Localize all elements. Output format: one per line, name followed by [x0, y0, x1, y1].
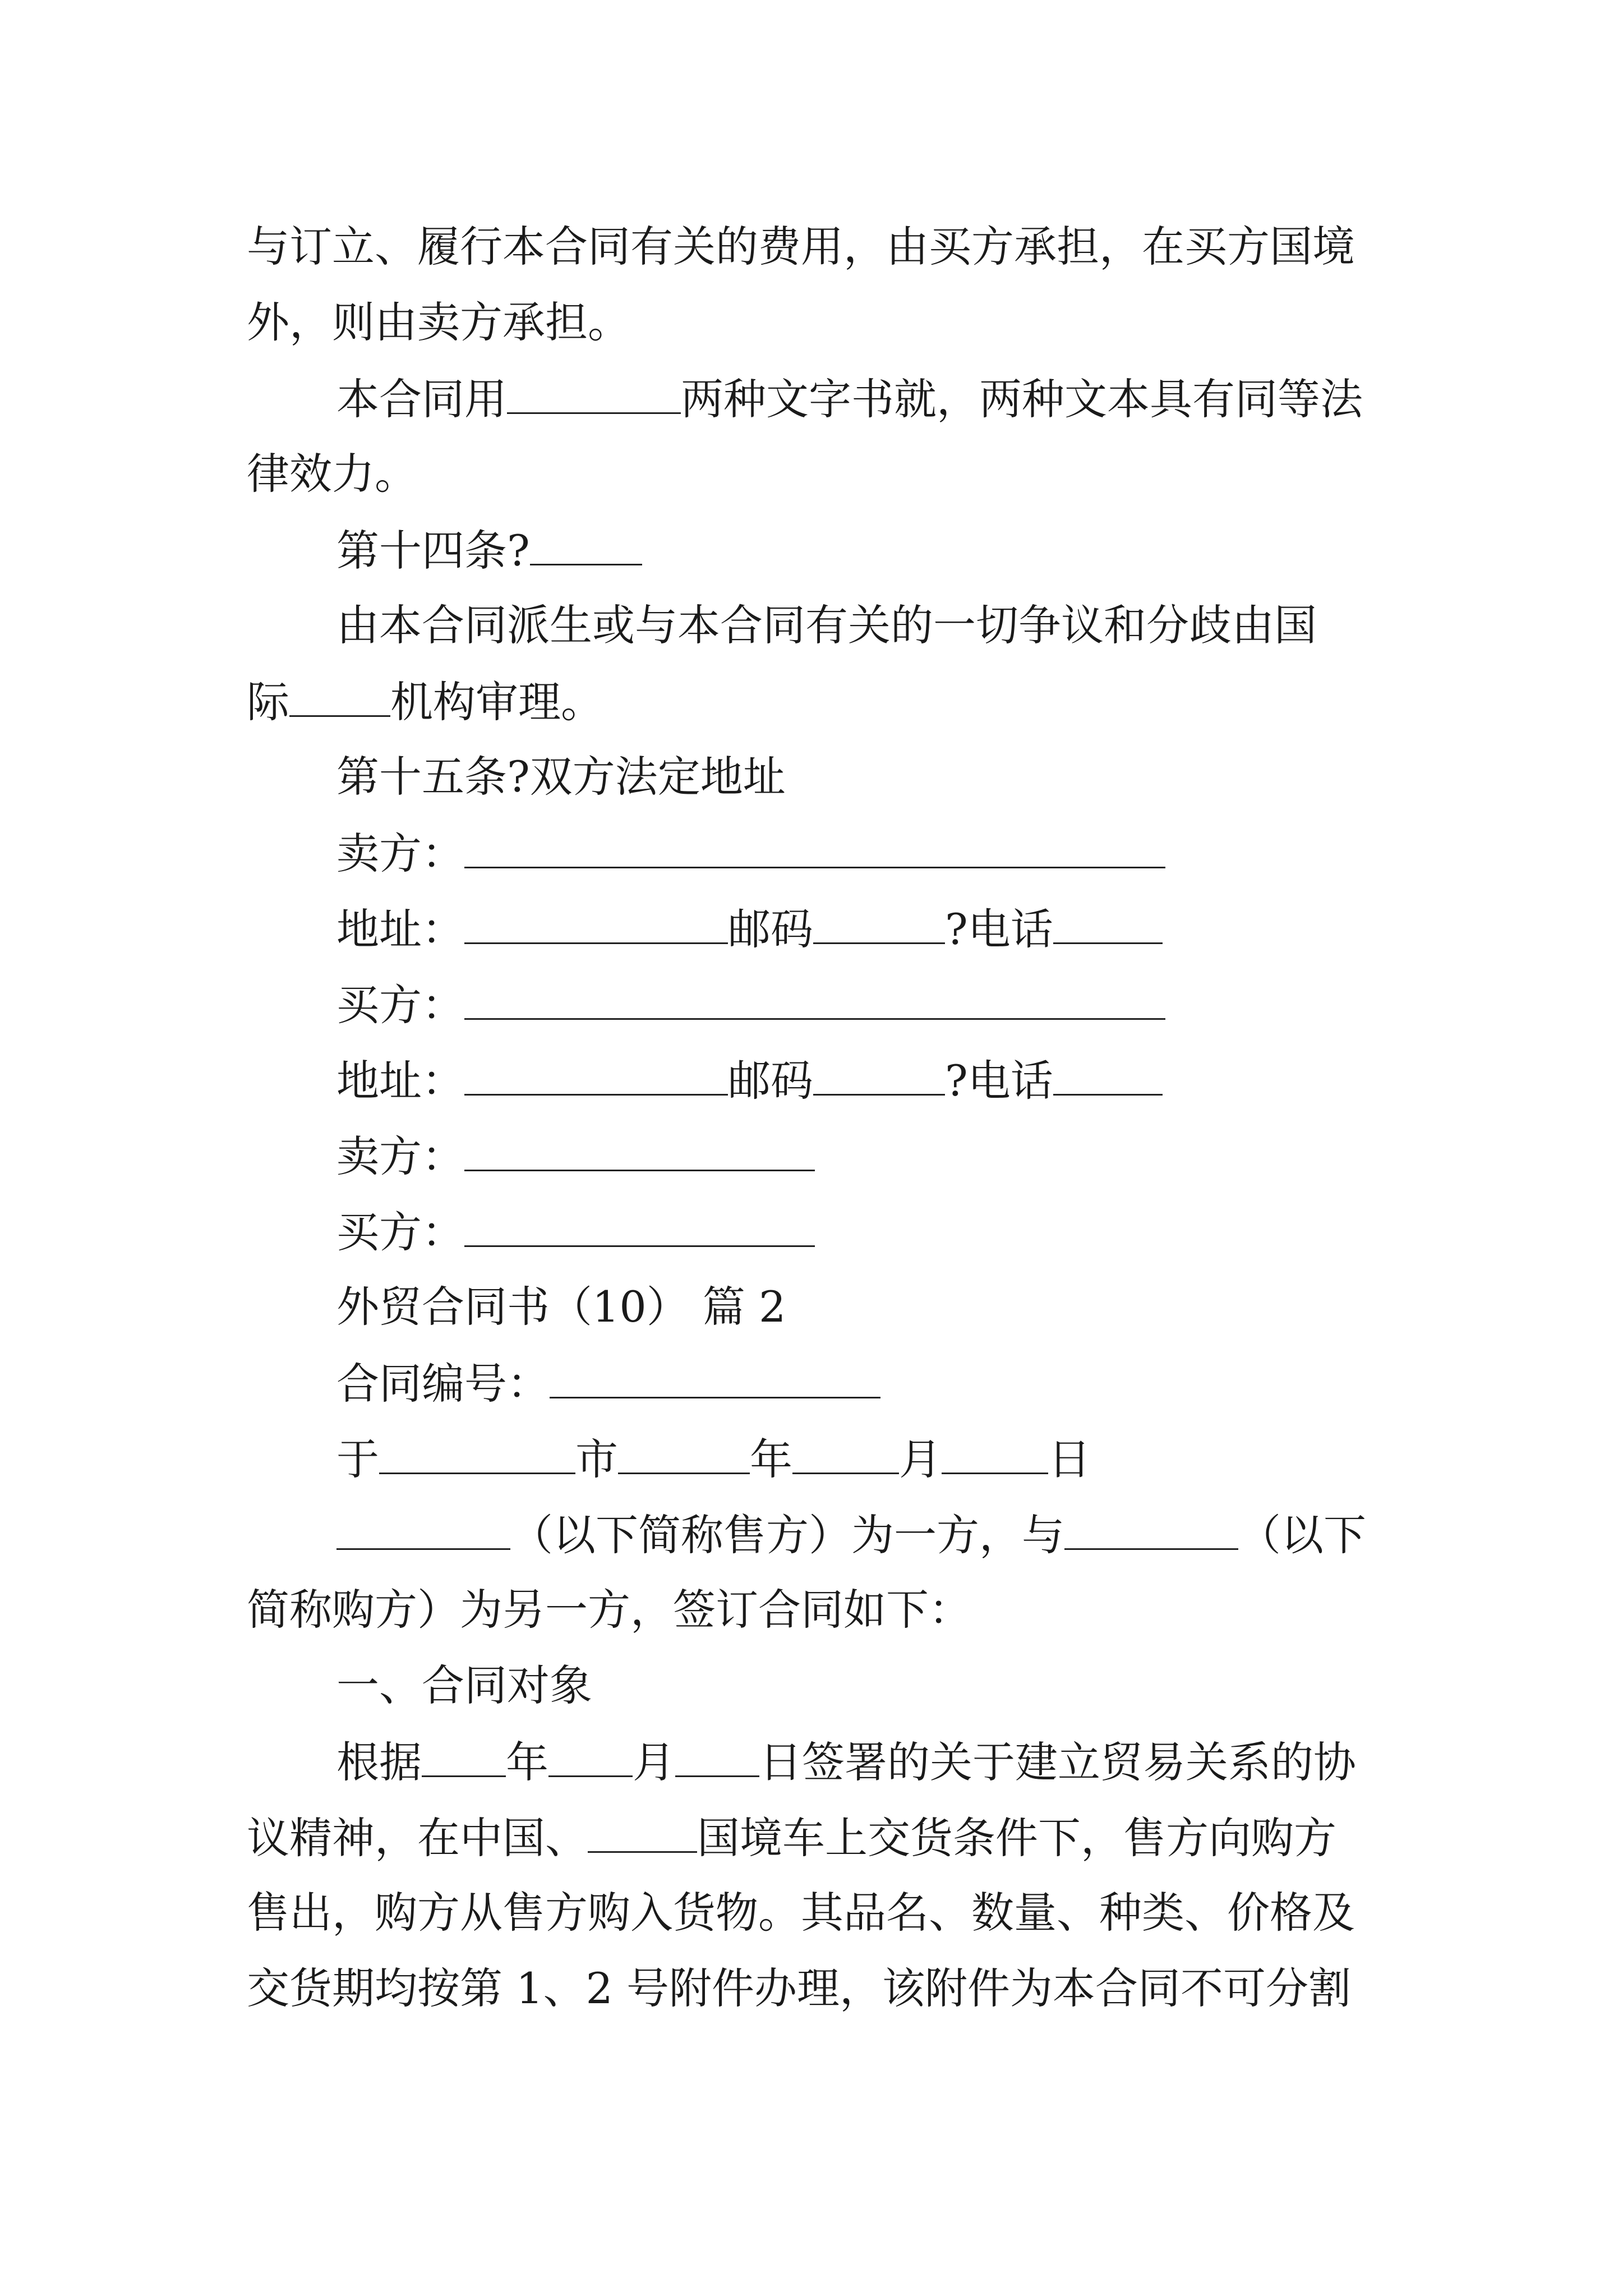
- postcode-label: 邮码: [728, 1056, 813, 1106]
- day-blank: [942, 1433, 1048, 1474]
- contract-number-row: [336, 1358, 880, 1409]
- seller-address-row: [336, 903, 1163, 955]
- arbitration-after: 机构审理。: [390, 677, 603, 727]
- basis-day-rest: 日签署的关于建立贸易关系的协: [759, 1737, 1356, 1787]
- phone-label: ?电话: [945, 904, 1053, 954]
- paragraph-languages-line-1: [336, 373, 1363, 425]
- postcode-label: 邮码: [728, 904, 813, 954]
- contract-number-blank: [550, 1358, 880, 1398]
- buyer-address-row: [336, 1055, 1163, 1106]
- city-label: 市: [575, 1434, 618, 1484]
- month-label: 月: [899, 1434, 942, 1484]
- article-14-heading-text: 第十四条?: [336, 526, 530, 576]
- seller-name-blank: [464, 827, 1165, 868]
- seller-label: 卖方：: [336, 829, 464, 878]
- seller-label: 卖方：: [336, 1131, 464, 1181]
- section-one-title: 一、合同对象: [336, 1660, 592, 1710]
- parties-line-2: 简称购方）为另一方，签订合同如下：: [247, 1585, 971, 1635]
- basis-line-2: [247, 1812, 1336, 1864]
- seller-address-blank: [464, 903, 728, 944]
- address-label: 地址：: [336, 904, 464, 954]
- buyer-label: 买方：: [336, 980, 464, 1030]
- buyer-signature-blank: [464, 1206, 815, 1247]
- basis-line-2-before: 议精神，在中国、: [247, 1813, 588, 1863]
- seller-postcode-blank: [813, 903, 945, 944]
- country-blank: [588, 1812, 697, 1853]
- city-blank: [379, 1433, 575, 1474]
- basis-line-2-after: 国境车上交货条件下，售方向购方: [697, 1813, 1336, 1863]
- basis-day-blank: [675, 1736, 759, 1777]
- arbitration-blank: [289, 676, 390, 717]
- basis-month-label: 月: [633, 1737, 675, 1787]
- buyer-name-blank: [464, 979, 1165, 1020]
- buyer-suffix-start: （以下: [1238, 1510, 1366, 1560]
- section-2-title: 外贸合同书（10） 篇 2: [336, 1282, 786, 1332]
- address-label: 地址：: [336, 1056, 464, 1106]
- basis-start: 根据: [336, 1737, 422, 1787]
- language-blank: [507, 373, 681, 414]
- buyer-signature-row: [336, 1206, 815, 1258]
- languages-after: 两种文字书就，两种文本具有同等法: [681, 374, 1363, 424]
- basis-line-3: 售出，购方从售方购入货物。其品名、数量、种类、价格及: [247, 1888, 1355, 1938]
- paragraph-languages-line-2: 律效力。: [247, 449, 417, 499]
- buyer-phone-blank: [1053, 1055, 1163, 1096]
- contract-number-label: 合同编号：: [336, 1359, 550, 1409]
- article-15-heading: 第十五条?双方法定地址: [336, 752, 786, 802]
- buyer-postcode-blank: [813, 1055, 945, 1096]
- article-14-heading: [336, 524, 642, 576]
- place-date-row: [336, 1433, 1091, 1485]
- seller-phone-blank: [1053, 903, 1163, 944]
- languages-before: 本合同用: [336, 374, 507, 424]
- article-14-body-line-1: 由本合同派生或与本合同有关的一切争议和分歧由国: [336, 600, 1317, 650]
- seller-party-blank: [336, 1509, 510, 1550]
- basis-year-label: 年: [506, 1737, 548, 1787]
- month-blank: [792, 1433, 899, 1474]
- paragraph-fees-line-1: [247, 222, 1382, 272]
- basis-year-blank: [422, 1736, 506, 1777]
- parties-line-1: [336, 1509, 1366, 1561]
- buyer-address-blank: [464, 1055, 728, 1096]
- seller-signature-row: [336, 1130, 815, 1182]
- basis-line-4: 交货期均按第 1、2 号附件办理，该附件为本合同不可分割: [247, 1963, 1352, 2013]
- year-blank: [618, 1433, 750, 1474]
- buyer-name-row: [336, 979, 1165, 1030]
- phone-label: ?电话: [945, 1056, 1053, 1106]
- buyer-party-blank: [1064, 1509, 1238, 1550]
- at-label: 于: [336, 1434, 379, 1484]
- seller-signature-blank: [464, 1130, 815, 1171]
- year-label: 年: [750, 1434, 792, 1484]
- basis-line-1: [336, 1736, 1356, 1788]
- basis-month-blank: [548, 1736, 633, 1777]
- day-label: 日: [1048, 1434, 1091, 1484]
- seller-name-row: [336, 827, 1165, 879]
- fees-line-1-text: 与订立、履行本合同有关的费用，由买方承担，在买方国境: [247, 222, 1355, 272]
- buyer-label: 买方：: [336, 1207, 464, 1257]
- article-14-blank: [530, 524, 642, 565]
- seller-suffix: （以下简称售方）为一方，与: [510, 1510, 1064, 1560]
- article-14-body-line-2: [247, 676, 603, 728]
- arbitration-before: 际: [247, 677, 289, 727]
- paragraph-fees-line-2: 外，则由卖方承担。: [247, 297, 630, 347]
